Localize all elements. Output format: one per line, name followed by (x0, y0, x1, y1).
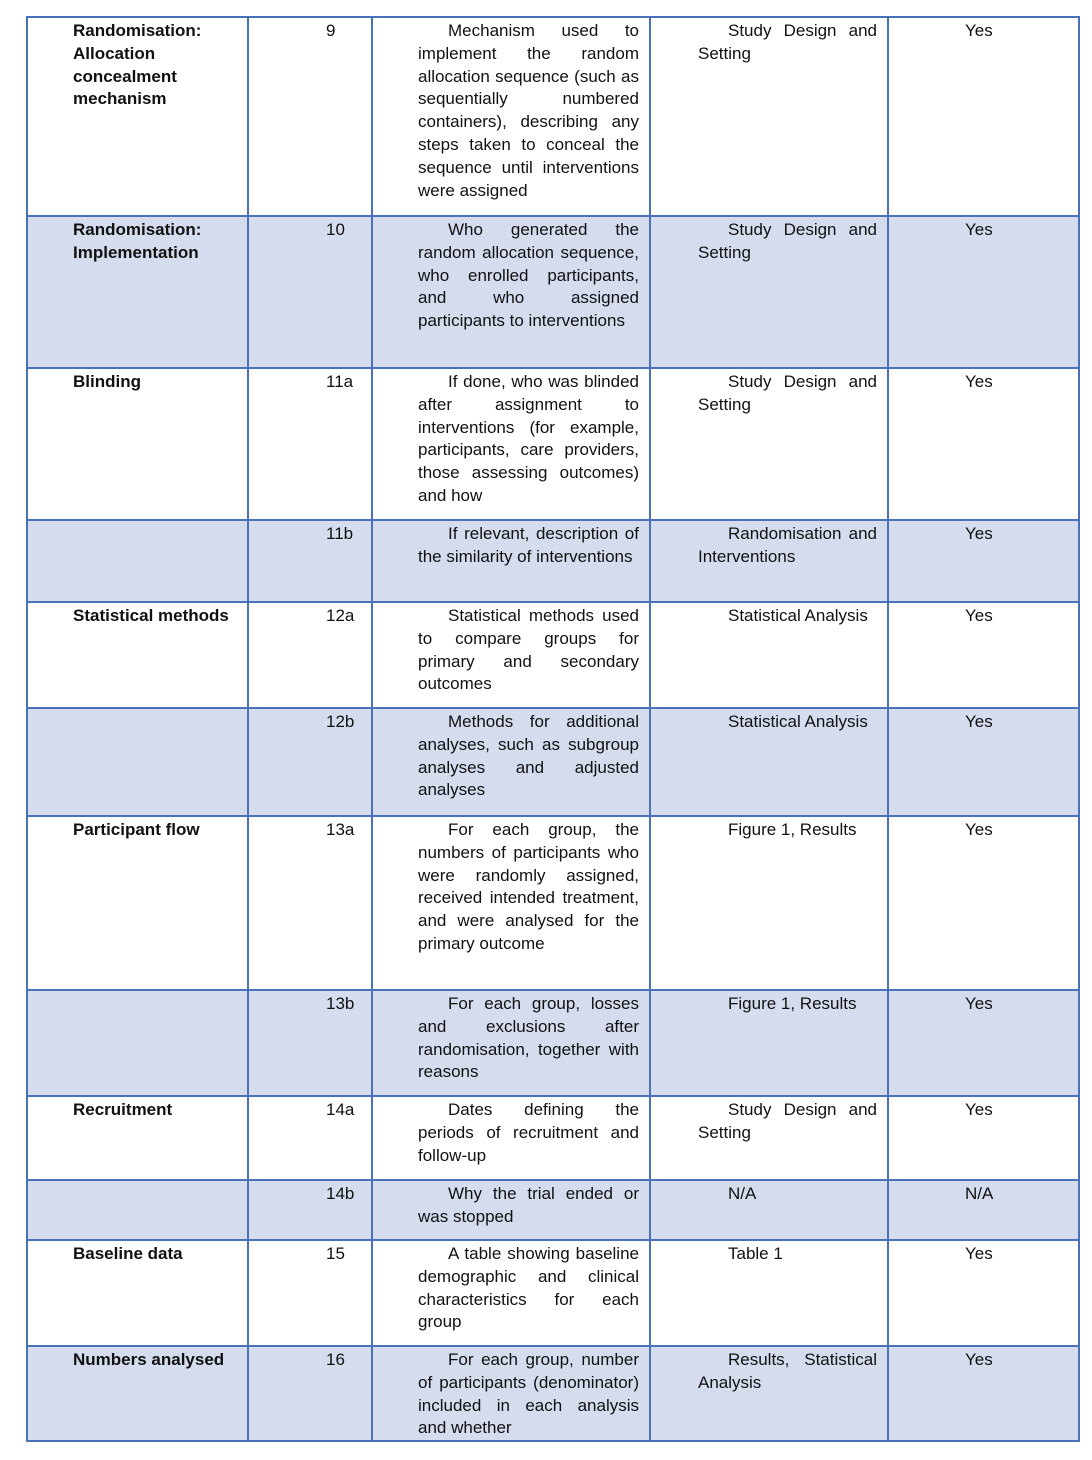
description-cell (372, 990, 650, 1096)
description-text: Why the trial ended or was stopped (418, 1184, 639, 1226)
description-cell (372, 1180, 650, 1240)
description-cell (372, 1346, 650, 1441)
description-cell (372, 1240, 650, 1346)
location-text: Study Design and Setting (698, 220, 877, 262)
topic-cell (27, 602, 248, 708)
reported-cell (888, 1180, 1079, 1240)
reported-text: Yes (965, 1350, 993, 1369)
item-number-cell (248, 1096, 372, 1180)
item-number-cell (248, 1240, 372, 1346)
table-row (27, 1240, 1079, 1346)
description-text: For each group, the numbers of participants who were randomly assigned, received intended treatment, and were analysed for the primary outcome (418, 820, 639, 953)
table-row (27, 216, 1079, 368)
topic-text: Blinding (73, 372, 141, 391)
topic-text: Randomisation: Allocation concealment mechanism (73, 21, 202, 109)
description-text: For each group, losses and exclusions after randomisation, together with reasons (418, 994, 639, 1082)
table-row (27, 1180, 1079, 1240)
item-number-text: 9 (326, 21, 336, 40)
description-text: For each group, number of participants (denominator) included in each analysis and whether (418, 1350, 639, 1438)
location-cell (650, 1096, 888, 1180)
location-cell (650, 216, 888, 368)
reported-text: Yes (965, 524, 993, 543)
description-cell (372, 520, 650, 602)
location-text: Results, Statistical Analysis (698, 1350, 877, 1392)
location-cell (650, 1346, 888, 1441)
reported-text: Yes (965, 21, 993, 40)
item-number-text: 10 (326, 220, 345, 239)
item-number-cell (248, 602, 372, 708)
description-cell (372, 602, 650, 708)
reported-text: Yes (965, 372, 993, 391)
description-cell (372, 17, 650, 216)
reported-cell (888, 602, 1079, 708)
location-cell (650, 708, 888, 816)
reported-text: N/A (965, 1184, 994, 1203)
description-text: If done, who was blinded after assignment to interventions (for example, participants, care providers, those assessing outcomes) and how (418, 372, 639, 505)
reported-cell (888, 1346, 1079, 1441)
reported-text: Yes (965, 994, 993, 1013)
item-number-text: 12b (326, 712, 355, 731)
reported-text: Yes (965, 820, 993, 839)
reported-cell (888, 1096, 1079, 1180)
item-number-cell (248, 1180, 372, 1240)
topic-cell (27, 1346, 248, 1441)
location-text: Statistical Analysis (728, 712, 868, 731)
location-text: Figure 1, Results (728, 994, 857, 1013)
table-row (27, 368, 1079, 520)
description-cell (372, 816, 650, 990)
table-row (27, 17, 1079, 216)
location-text: Figure 1, Results (728, 820, 857, 839)
reported-cell (888, 368, 1079, 520)
topic-cell (27, 520, 248, 602)
table-row (27, 1096, 1079, 1180)
item-number-cell (248, 708, 372, 816)
reported-cell (888, 1240, 1079, 1346)
reported-cell (888, 990, 1079, 1096)
location-text: Statistical Analysis (728, 606, 868, 625)
item-number-text: 14a (326, 1100, 355, 1119)
checklist-body (27, 17, 1079, 1441)
item-number-cell (248, 17, 372, 216)
topic-text: Statistical methods (73, 606, 229, 625)
table-row (27, 990, 1079, 1096)
item-number-text: 11b (326, 524, 354, 543)
topic-text: Baseline data (73, 1244, 183, 1263)
topic-text: Randomisation: Implementation (73, 220, 202, 262)
item-number-cell (248, 216, 372, 368)
table-row (27, 520, 1079, 602)
item-number-text: 13a (326, 820, 355, 839)
reported-text: Yes (965, 1100, 993, 1119)
reported-cell (888, 216, 1079, 368)
location-cell (650, 816, 888, 990)
description-cell (372, 216, 650, 368)
description-cell (372, 708, 650, 816)
reported-cell (888, 816, 1079, 990)
item-number-text: 11a (326, 372, 354, 391)
location-text: Study Design and Setting (698, 372, 877, 414)
item-number-text: 14b (326, 1184, 355, 1203)
description-text: Statistical methods used to compare groups for primary and secondary outcomes (418, 606, 639, 694)
table-row (27, 602, 1079, 708)
item-number-cell (248, 816, 372, 990)
topic-cell (27, 990, 248, 1096)
description-text: A table showing baseline demographic and clinical characteristics for each group (418, 1244, 639, 1332)
table-row (27, 816, 1079, 990)
reported-cell (888, 17, 1079, 216)
description-cell (372, 368, 650, 520)
location-text: Study Design and Setting (698, 21, 877, 63)
item-number-text: 12a (326, 606, 355, 625)
reported-cell (888, 708, 1079, 816)
location-cell (650, 1180, 888, 1240)
reported-text: Yes (965, 712, 993, 731)
description-text: Dates defining the periods of recruitment and follow-up (418, 1100, 639, 1165)
table-row (27, 1346, 1079, 1441)
location-cell (650, 990, 888, 1096)
location-text: Study Design and Setting (698, 1100, 877, 1142)
topic-text: Participant flow (73, 820, 200, 839)
topic-cell (27, 216, 248, 368)
item-number-cell (248, 368, 372, 520)
location-cell (650, 520, 888, 602)
description-text: Mechanism used to implement the random allocation sequence (such as sequentially numbered containers), describing any steps taken to conceal the sequence until interventions were assigned (418, 21, 639, 200)
location-cell (650, 17, 888, 216)
topic-text: Recruitment (73, 1100, 173, 1119)
description-cell (372, 1096, 650, 1180)
item-number-cell (248, 520, 372, 602)
item-number-cell (248, 1346, 372, 1441)
topic-cell (27, 17, 248, 216)
topic-cell (27, 708, 248, 816)
location-text: Table 1 (728, 1244, 783, 1263)
location-text: N/A (728, 1184, 757, 1203)
location-cell (650, 368, 888, 520)
location-text: Randomisation and Interventions (698, 524, 877, 566)
location-cell (650, 1240, 888, 1346)
topic-cell (27, 1240, 248, 1346)
reported-text: Yes (965, 606, 993, 625)
location-cell (650, 602, 888, 708)
topic-cell (27, 368, 248, 520)
item-number-cell (248, 990, 372, 1096)
checklist-table (26, 16, 1080, 1442)
item-number-text: 15 (326, 1244, 345, 1263)
topic-cell (27, 1096, 248, 1180)
item-number-text: 13b (326, 994, 355, 1013)
item-number-text: 16 (326, 1350, 345, 1369)
topic-cell (27, 816, 248, 990)
reported-text: Yes (965, 220, 993, 239)
reported-cell (888, 520, 1079, 602)
topic-text: Numbers analysed (73, 1350, 225, 1369)
topic-cell (27, 1180, 248, 1240)
description-text: Methods for additional analyses, such as subgroup analyses and adjusted analyses (418, 712, 639, 800)
description-text: If relevant, description of the similarity of interventions (418, 524, 639, 566)
description-text: Who generated the random allocation sequence, who enrolled participants, and who assigned participants to interventions (418, 220, 639, 331)
table-row (27, 708, 1079, 816)
reported-text: Yes (965, 1244, 993, 1263)
